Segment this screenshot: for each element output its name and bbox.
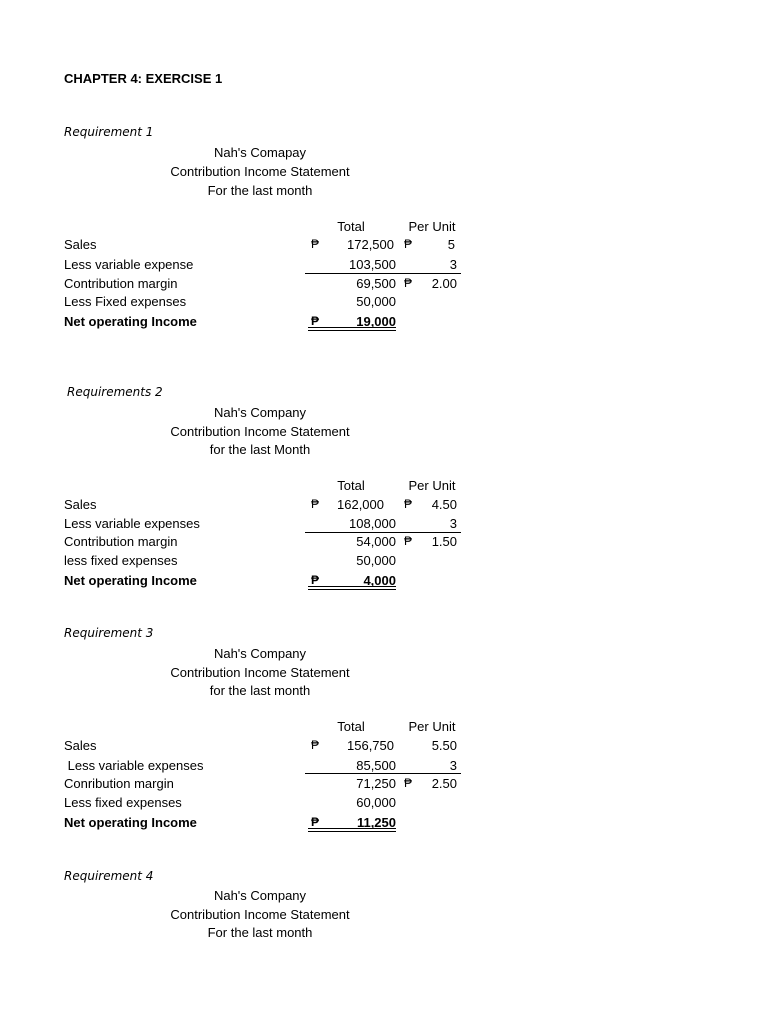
subtotal-rule	[305, 773, 461, 774]
peso-sign: ₱	[404, 237, 413, 251]
statement-period: For the last month	[207, 925, 313, 940]
total-column-header: Total	[337, 219, 365, 234]
row-label-sales: Sales	[64, 237, 97, 252]
statement-title: Contribution Income Statement	[170, 665, 350, 680]
statement-period: for the last Month	[209, 442, 311, 457]
per-unit-column-header: Per Unit	[408, 719, 456, 734]
row-label-sales: Sales	[64, 738, 97, 753]
statement-title: Contribution Income Statement	[170, 164, 350, 179]
total-column-header: Total	[337, 478, 365, 493]
contribution-per-unit: 1.50	[431, 534, 457, 549]
contribution-total: 71,250	[356, 776, 396, 791]
net-income-double-rule	[308, 828, 396, 832]
row-label-variable: Less variable expenses	[64, 516, 200, 531]
company-name: Nah's Company	[213, 405, 307, 420]
peso-sign: ₱	[404, 276, 413, 290]
variable-per-unit: 3	[449, 257, 457, 272]
row-label-variable: Less variable expense	[64, 257, 194, 272]
contribution-total: 69,500	[356, 276, 396, 291]
row-label-contribution: Contribution margin	[64, 276, 178, 291]
company-name: Nah's Comapay	[213, 145, 307, 160]
row-label-variable: Less variable expenses	[64, 758, 204, 773]
row-label-net-income: Net operating Income	[64, 573, 197, 588]
peso-sign: ₱	[404, 534, 413, 548]
net-income-total: 4,000	[363, 573, 396, 588]
fixed-total: 50,000	[356, 553, 396, 568]
peso-sign: ₱	[311, 497, 320, 511]
variable-total: 103,500	[349, 257, 396, 272]
peso-sign: ₱	[404, 776, 413, 790]
row-label-contribution: Conribution margin	[64, 776, 174, 791]
sales-per-unit: 5	[447, 237, 455, 252]
page-title: CHAPTER 4: EXERCISE 1	[64, 71, 223, 86]
peso-sign: ₱	[311, 573, 320, 587]
row-label-sales: Sales	[64, 497, 97, 512]
statement-title: Contribution Income Statement	[170, 424, 350, 439]
sales-total: 162,000	[337, 497, 384, 512]
variable-per-unit: 3	[449, 758, 457, 773]
peso-sign: ₱	[311, 237, 320, 251]
sales-total: 172,500	[347, 237, 394, 252]
row-label-fixed: Less fixed expenses	[64, 795, 182, 810]
sales-per-unit: 4.50	[431, 497, 457, 512]
peso-sign: ₱	[311, 314, 320, 328]
variable-per-unit: 3	[449, 516, 457, 531]
subtotal-rule	[305, 532, 461, 533]
contribution-total: 54,000	[356, 534, 396, 549]
requirement-heading: Requirements 2	[67, 385, 163, 399]
net-income-double-rule	[308, 586, 396, 590]
per-unit-column-header: Per Unit	[408, 478, 456, 493]
variable-total: 85,500	[356, 758, 396, 773]
net-income-double-rule	[308, 327, 396, 331]
contribution-per-unit: 2.50	[431, 776, 457, 791]
statement-title: Contribution Income Statement	[170, 907, 350, 922]
fixed-total: 50,000	[356, 294, 396, 309]
subtotal-rule	[305, 273, 461, 274]
statement-period: For the last month	[207, 183, 313, 198]
peso-sign: ₱	[311, 738, 320, 752]
row-label-net-income: Net operating Income	[64, 815, 197, 830]
peso-sign: ₱	[404, 497, 413, 511]
contribution-per-unit: 2.00	[431, 276, 457, 291]
per-unit-column-header: Per Unit	[408, 219, 456, 234]
statement-period: for the last month	[209, 683, 311, 698]
total-column-header: Total	[337, 719, 365, 734]
fixed-total: 60,000	[356, 795, 396, 810]
net-income-total: 19,000	[356, 314, 396, 329]
row-label-contribution: Contribution margin	[64, 534, 178, 549]
row-label-net-income: Net operating Income	[64, 314, 197, 329]
requirement-heading: Requirement 1	[64, 125, 154, 139]
company-name: Nah's Company	[213, 888, 307, 903]
requirement-heading: Requirement 3	[64, 626, 154, 640]
sales-total: 156,750	[347, 738, 394, 753]
row-label-fixed: less fixed expenses	[64, 553, 178, 568]
row-label-fixed: Less Fixed expenses	[64, 294, 187, 309]
net-income-total: 11,250	[356, 815, 396, 830]
requirement-heading: Requirement 4	[64, 869, 154, 883]
sales-per-unit: 5.50	[431, 738, 457, 753]
company-name: Nah's Company	[213, 646, 307, 661]
peso-sign: ₱	[311, 815, 320, 829]
variable-total: 108,000	[349, 516, 396, 531]
